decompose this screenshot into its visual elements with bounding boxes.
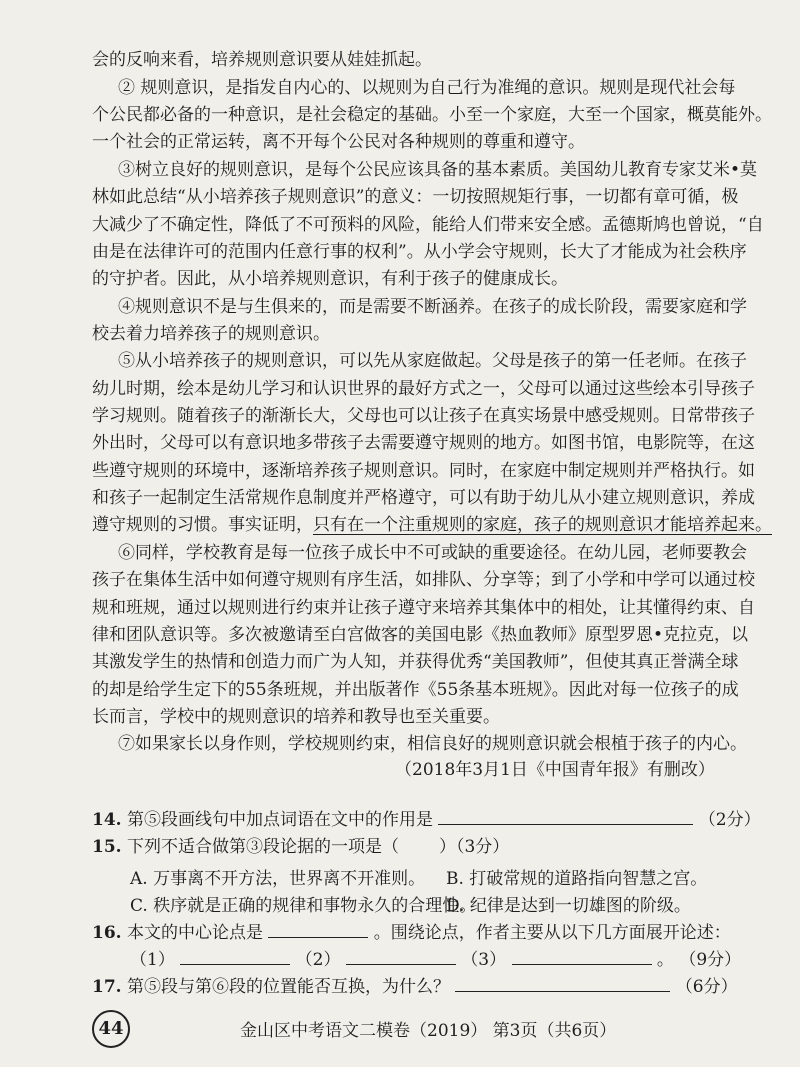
question-15 <box>92 834 732 860</box>
passage-line: 幼儿时期，绘本是幼儿学习和认识世界的最好方式之一，父母可以通过这些绘本引导孩子 <box>92 379 755 399</box>
passage-line-underlined <box>92 512 772 538</box>
answer-blank[interactable] <box>268 919 368 938</box>
passage-line: 的守护者。因此，从小培养规则意识，有利于孩子的健康成长。 <box>92 269 568 289</box>
part-label: （1） <box>130 950 175 970</box>
answer-blank[interactable] <box>346 946 456 965</box>
passage-text: 遵守规则的习惯。事实证明， <box>92 515 313 535</box>
part-end: 。 <box>656 950 674 970</box>
answer-blank[interactable] <box>438 806 693 825</box>
answer-blank[interactable] <box>180 946 290 965</box>
points: （2分） <box>698 810 761 830</box>
question-16 <box>92 919 732 945</box>
passage-line: 规和班规，通过以规则进行约束并让孩子遵守来培养其集体中的相处，让其懂得约束、自 <box>92 598 755 618</box>
passage-line: 孩子在集体生活中如何遵守规则有序生活，如排队、分享等；到了小学和中学可以通过校 <box>92 570 755 590</box>
passage-line: 林如此总结“从小培养孩子规则意识”的意义：一切按照规矩行事，一切都有章可循，极 <box>92 187 739 207</box>
passage-line: 校去着力培养孩子的规则意识。 <box>92 324 330 344</box>
passage-line: ⑤从小培养孩子的规则意识，可以先从家庭做起。父母是孩子的第一任老师。在孩子 <box>118 351 747 371</box>
question-number: 16. <box>92 923 122 943</box>
question-text: 本文的中心论点是 <box>126 923 263 943</box>
passage-line: 大减少了不确定性，降低了不可预料的风险，能给人们带来安全感。孟德斯鸠也曾说，“自 <box>92 215 764 235</box>
underlined-sentence: 只有在一个注重规则的家庭，孩子的规则意识才能培养起来。 <box>313 515 772 535</box>
question-17 <box>92 973 738 999</box>
question-16-parts <box>130 946 770 972</box>
question-text: 第⑤段与第⑥段的位置能否互换，为什么？ <box>126 977 450 997</box>
passage-line: 的却是给学生定下的55条班规，并出版著作《55条基本班规》。因此对每一位孩子的成 <box>92 680 739 700</box>
passage-line: ② 规则意识，是指发自内心的、以规则为自己行为准绳的意识。规则是现代社会每 <box>118 78 736 98</box>
passage-line: 会的反响来看，培养规则意识要从娃娃抓起。 <box>92 50 432 70</box>
question-text: 第⑤段画线句中加点词语在文中的作用是 <box>126 810 433 830</box>
points: （9分） <box>679 950 742 970</box>
option-d[interactable]: D. 纪律是达到一切雄图的阶级。 <box>446 896 691 916</box>
question-number: 17. <box>92 977 122 997</box>
page-badge: 44 <box>92 1010 130 1048</box>
passage-line: 由是在法律许可的范围内任意行事的权利”。从小学会守规则，长大了才能成为社会秩序 <box>92 242 747 262</box>
page-footer: 金山区中考语文二模卷（2019） 第3页（共6页） <box>240 1021 617 1041</box>
part-label: （2） <box>295 950 341 970</box>
option-c[interactable]: C. 秩序就是正确的规律和事物永久的合理性。 <box>130 896 477 916</box>
passage-line: ⑦如果家长以身作则，学校规则约束，相信良好的规则意识就会根植于孩子的内心。 <box>118 734 747 754</box>
question-text: 。围绕论点，作者主要从以下几方面展开论述： <box>373 923 731 943</box>
question-text: 下列不适合做第③段论据的一项是（ <box>126 837 399 857</box>
part-label: （3） <box>461 950 507 970</box>
question-number: 15. <box>92 837 122 857</box>
source-citation: （2018年3月1日《中国青年报》有删改） <box>395 760 715 780</box>
passage-line: ④规则意识不是与生俱来的，而是需要不断涵养。在孩子的成长阶段，需要家庭和学 <box>118 297 747 317</box>
passage-line: 其激发学生的热情和创造力而广为人知，并获得优秀“美国教师”，但使其真正誉满全球 <box>92 652 739 672</box>
passage-line: 一个社会的正常运转，离不开每个公民对各种规则的尊重和遵守。 <box>92 132 585 152</box>
passage-line: 些遵守规则的环境中，逐渐培养孩子规则意识。同时，在家庭中制定规则并严格执行。如 <box>92 461 755 481</box>
question-number: 14. <box>92 810 122 830</box>
option-a[interactable]: A. 万事离不开方法，世界离不开准则。 <box>130 869 426 889</box>
answer-blank[interactable] <box>512 946 652 965</box>
passage-line: 长而言，学校中的规则意识的培养和教导也至关重要。 <box>92 707 500 727</box>
passage-line: 学习规则。随着孩子的渐渐长大，父母也可以让孩子在真实场景中感受规则。日常带孩子 <box>92 406 755 426</box>
passage-line: ③树立良好的规则意识，是每个公民应该具备的基本素质。美国幼儿教育专家艾米•莫 <box>118 160 758 180</box>
points: （6分） <box>675 977 738 997</box>
passage-line: 律和团队意识等。多次被邀请至白宫做客的美国电影《热血教师》原型罗恩•克拉克，以 <box>92 625 749 645</box>
option-b[interactable]: B. 打破常规的道路指向智慧之宫。 <box>446 869 708 889</box>
passage-line: 个公民都必备的一种意识，是社会稳定的基础。小至一个家庭，大至一个国家，概莫能外。 <box>92 105 772 125</box>
points: ）（3分） <box>438 837 510 857</box>
answer-blank[interactable] <box>455 973 670 992</box>
question-14 <box>92 806 761 832</box>
passage-line: 和孩子一起制定生活常规作息制度并严格遵守，可以有助于幼儿从小建立规则意识，养成 <box>92 488 755 508</box>
passage-line: ⑥同样，学校教育是每一位孩子成长中不可或缺的重要途径。在幼儿园，老师要教会 <box>118 543 747 563</box>
passage-line: 外出时，父母可以有意识地多带孩子去需要遵守规则的地方。如图书馆，电影院等，在这 <box>92 433 755 453</box>
